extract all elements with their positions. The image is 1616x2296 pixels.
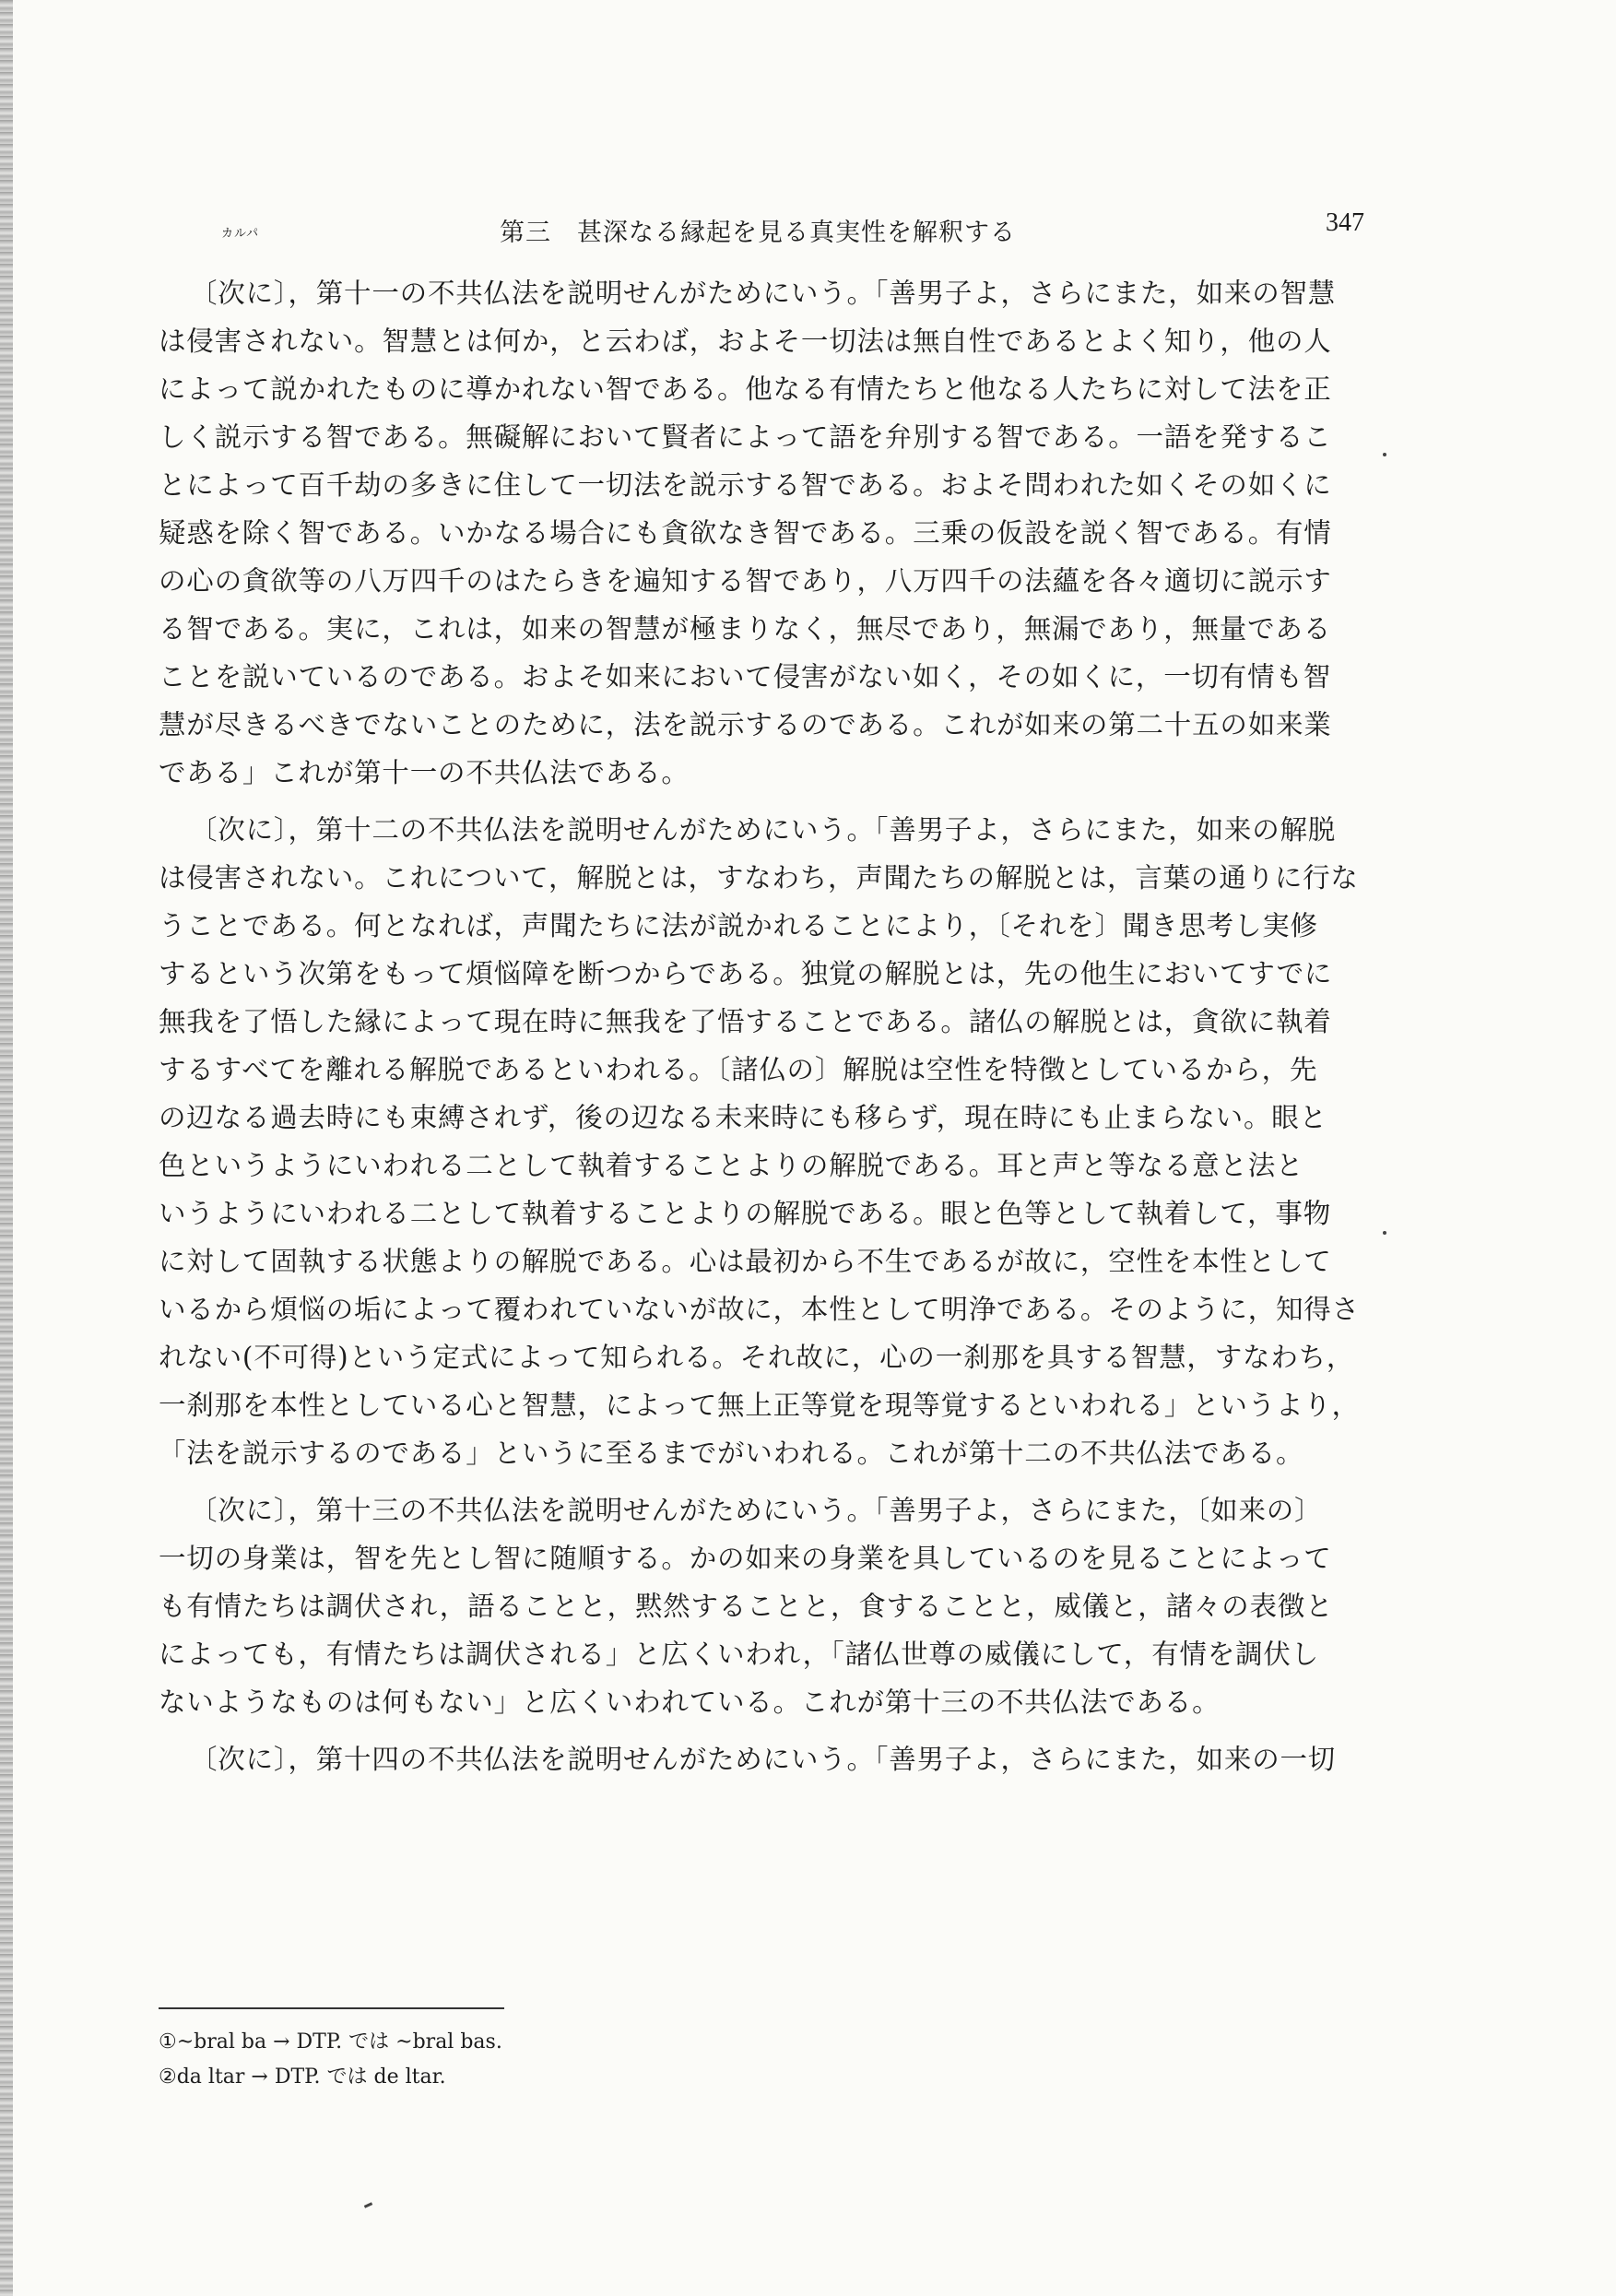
text-line: も有情たちは調伏され，語ることと，黙然することと，食することと，威儀と，諸々の表徴と <box>159 1591 1334 1622</box>
text-line: とによって百千劫の多きに住して一切法を説示する智である。およそ問われた如くその如くに <box>159 469 1332 501</box>
text-line: の辺なる過去時にも束縛されず，後の辺なる未来時にも移らず，現在時にも止まらない。眼と <box>159 1102 1327 1133</box>
paragraph-1 <box>159 269 1366 797</box>
text-line: 〔次に〕，第十二の不共仏法を説明せんがためにいう。「善男子よ，さらにまた，如来の解脱 <box>190 814 1337 846</box>
text-line: しく説示する智である。無礙解において賢者によって語を弁別する智である。一語を発するこ <box>159 421 1332 453</box>
running-title: 第三 甚深なる縁起を見る真実性を解釈する <box>500 219 1016 247</box>
text-line: る智である。実に，これは，如来の智慧が極まりなく，無尽であり，無漏であり，無量である <box>159 613 1332 645</box>
text-line: いうようにいわれる二として執着することよりの解脱である。眼と色等として執着して，事物 <box>159 1198 1332 1229</box>
footnote-divider <box>159 2007 504 2009</box>
text-line: 一刹那を本性としている心と智慧，によって無上正等覚を現等覚するといわれる」というより， <box>159 1390 1360 1421</box>
text-line: うことである。何となれば，声聞たちに法が説かれることにより，〔それを〕聞き思考し実修 <box>159 910 1318 941</box>
ruby-kalpa: カルパ <box>221 227 260 241</box>
text-line: れない(不可得)という定式によって知られる。それ故に，心の一刹那を具する智慧，すなわち， <box>159 1342 1355 1373</box>
footnote-2: ②da ltar → DTP. では de ltar. <box>159 2065 446 2089</box>
text-line: 慧が尽きるべきでないことのために，法を説示するのである。これが如来の第二十五の如来業 <box>159 709 1332 740</box>
paragraph-2 <box>159 806 1366 1477</box>
text-line: ないようなものは何もない」と広くいわれている。これが第十三の不共仏法である。 <box>159 1686 1221 1718</box>
scan-speck <box>1383 453 1386 456</box>
scan-speck <box>1383 1231 1386 1235</box>
text-line: ことを説いているのである。およそ如来において侵害がない如く，その如くに，一切有情も智 <box>159 661 1332 692</box>
text-line: に対して固執する状態よりの解脱である。心は最初から不生であるが故に，空性を本性として <box>159 1246 1332 1277</box>
text-line: の心の貪欲等の八万四千のはたらきを遍知する智であり，八万四千の法蘊を各々適切に説示す <box>159 565 1332 597</box>
text-line: 〔次に〕，第十一の不共仏法を説明せんがためにいう。「善男子よ，さらにまた，如来の智慧 <box>190 278 1337 309</box>
text-line: 一切の身業は，智を先とし智に随順する。かの如来の身業を具しているのを見ることによって <box>159 1543 1332 1574</box>
text-line: は侵害されない。これについて，解脱とは，すなわち，声聞たちの解脱とは，言葉の通りに行な <box>159 862 1359 894</box>
text-line: 色というようにいわれる二として執着することよりの解脱である。耳と声と等なる意と法と <box>159 1150 1304 1181</box>
page-header <box>489 208 1364 254</box>
text-line: は侵害されない。智慧とは何か，と云わば，およそ一切法は無自性であるとよく知り，他の人 <box>159 325 1332 357</box>
text-line: 〔次に〕，第十四の不共仏法を説明せんがためにいう。「善男子よ，さらにまた，如来の一切 <box>190 1744 1337 1775</box>
paragraph-4 <box>159 1735 1366 1783</box>
footnote-1: ①~bral ba → DTP. では ~bral bas. <box>159 2030 502 2053</box>
text-line: である」これが第十一の不共仏法である。 <box>159 757 690 788</box>
text-line: するすべてを離れる解脱であるといわれる。〔諸仏の〕解脱は空性を特徴としているから，先 <box>159 1054 1318 1085</box>
scan-speck <box>364 2202 372 2208</box>
scan-edge <box>0 0 13 2296</box>
footnotes <box>159 2025 988 2095</box>
text-line: いるから煩悩の垢によって覆われていないが故に，本性として明浄である。そのように，知得さ <box>159 1294 1360 1325</box>
page-number: 347 <box>1326 208 1364 237</box>
text-line: 「法を説示するのである」というに至るまでがいわれる。これが第十二の不共仏法である。 <box>159 1438 1304 1469</box>
text-line: によって説かれたものに導かれない智である。他なる有情たちと他なる人たちに対して法を正 <box>159 373 1332 405</box>
text-line: 無我を了悟した縁によって現在時に無我を了悟することである。諸仏の解脱とは，貪欲に執着 <box>159 1006 1332 1037</box>
paragraph-3 <box>159 1486 1366 1726</box>
text-line: 〔次に〕，第十三の不共仏法を説明せんがためにいう。「善男子よ，さらにまた，〔如来の〕 <box>190 1495 1323 1526</box>
text-line: によっても，有情たちは調伏される」と広くいわれ，「諸仏世尊の威儀にして，有情を調伏し <box>159 1639 1320 1670</box>
text-line: するという次第をもって煩悩障を断つからである。独覚の解脱とは，先の他生においてすでに <box>159 958 1333 989</box>
text-line: 疑惑を除く智である。いかなる場合にも貪欲なき智である。三乗の仮設を説く智である。有情 <box>159 517 1332 549</box>
body-text <box>159 269 1366 1793</box>
